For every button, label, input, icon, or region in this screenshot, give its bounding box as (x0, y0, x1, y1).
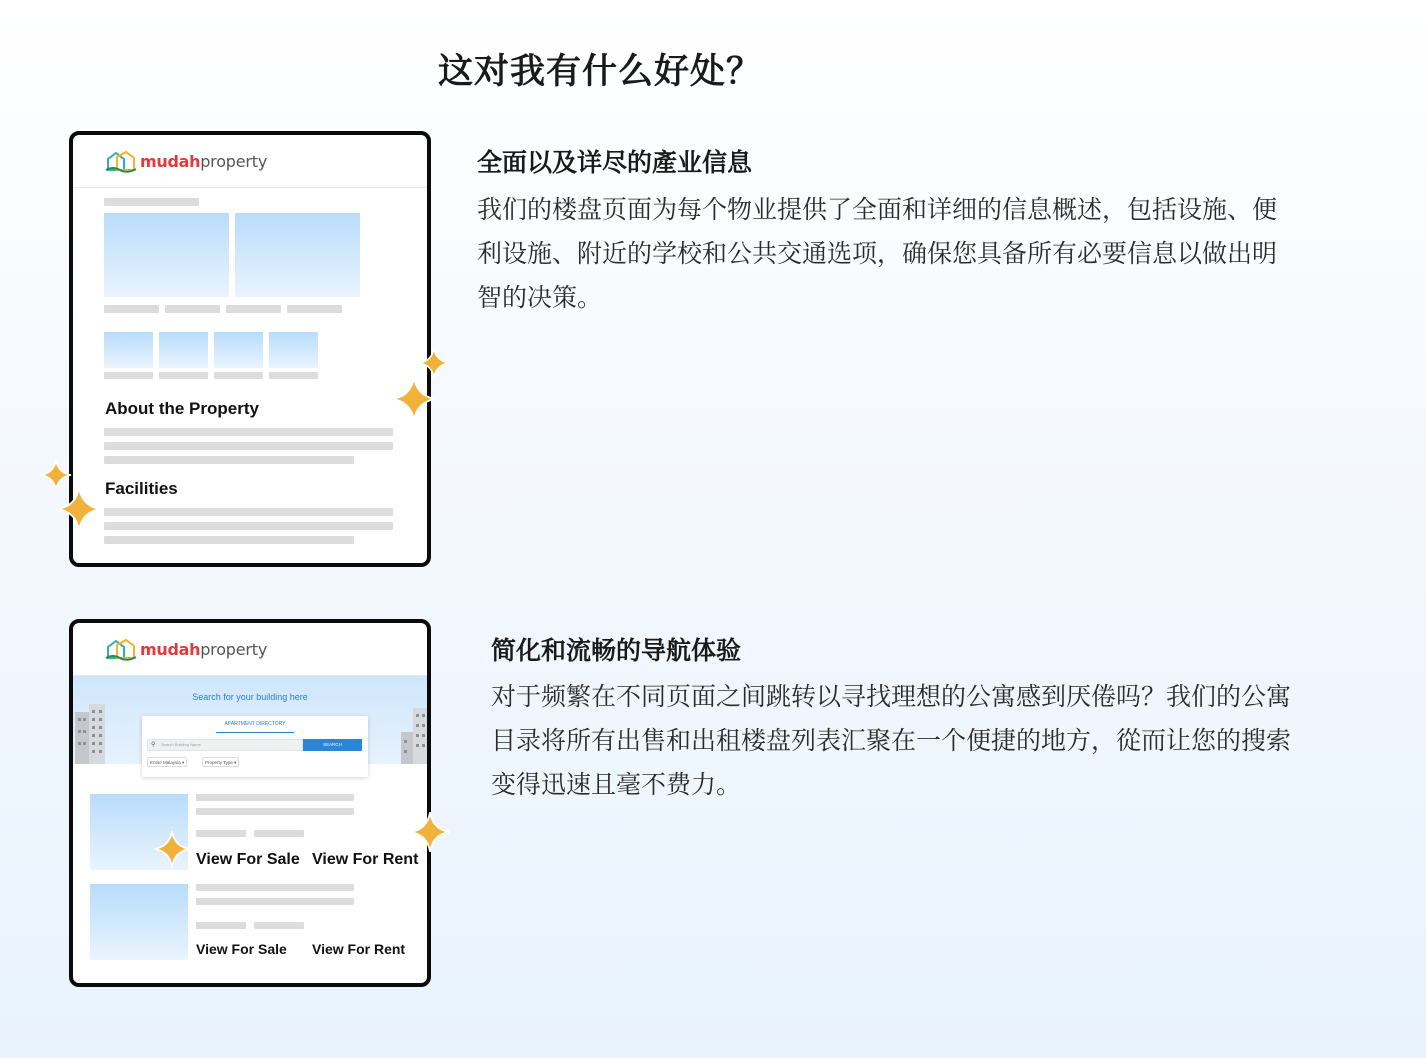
building-search-input[interactable] (147, 739, 303, 751)
view-for-sale-link[interactable]: View For Sale (196, 941, 287, 957)
page-title: 这对我有什么好处？ (438, 52, 763, 92)
search-icon: ⚲ (151, 741, 156, 748)
brand-logo (105, 637, 267, 661)
sparkle-icon (418, 347, 450, 379)
skeleton-line (196, 922, 246, 929)
gallery-image-placeholder (235, 213, 360, 297)
apartment-directory-mockup (69, 619, 431, 987)
logo-suffix-text: property (200, 151, 268, 171)
facilities-heading: Facilities (105, 479, 178, 498)
skeleton-line (214, 372, 263, 379)
skeleton-line (196, 898, 354, 905)
skeleton-line (159, 372, 208, 379)
skeleton-line (104, 372, 153, 379)
listing-image-placeholder (90, 884, 188, 960)
house-logo-icon (105, 637, 137, 661)
search-button[interactable]: SEARCH (303, 739, 362, 751)
directory-tab-label[interactable]: APARTMENT DIRECTORY (224, 721, 286, 727)
location-filter-select[interactable]: Entire Malaysia ▾ (147, 757, 187, 767)
search-banner-caption: Search for your building here (192, 692, 308, 702)
skeleton-line (104, 536, 354, 544)
thumbnail-placeholder (214, 332, 263, 368)
skeleton-line (104, 305, 159, 313)
thumbnail-placeholder (104, 332, 153, 368)
view-for-sale-link[interactable]: View For Sale (196, 851, 300, 868)
feature-body-navigation: 对于频繁在不同页面之间跳转以寻找理想的公寓感到厌倦吗？我们的公寓目录将所有出售和出租楼盘列表汇聚在一个便捷的地方，從而让您的搜索变得迅速且毫不费力。 (491, 682, 1292, 799)
skeleton-line (254, 922, 304, 929)
brand-logo (105, 149, 267, 173)
sparkle-icon (409, 811, 451, 853)
feature-body-info: 我们的楼盘页面为每个物业提供了全面和详细的信息概述，包括设施、便利设施、附近的学校和公共交通选项，确保您具备所有必要信息以做出明智的决策。 (477, 195, 1278, 312)
property-page-mockup (69, 131, 431, 567)
skeleton-line (104, 428, 393, 436)
skeleton-line (104, 198, 199, 206)
logo-suffix-text: property (200, 639, 268, 659)
skeleton-line (104, 442, 393, 450)
skeleton-line (196, 884, 354, 891)
directory-tab-underline (216, 732, 294, 733)
header-divider (73, 187, 427, 188)
building-left-icon (73, 702, 109, 764)
search-input-placeholder: Search Building Name (161, 742, 201, 747)
skeleton-line (287, 305, 342, 313)
skeleton-line (196, 794, 354, 801)
skeleton-line (104, 508, 393, 516)
skeleton-line (254, 830, 304, 837)
feature-title-navigation: 简化和流畅的导航体验 (491, 636, 742, 665)
skeleton-line (165, 305, 220, 313)
about-property-heading: About the Property (105, 399, 259, 418)
house-logo-icon (105, 149, 137, 173)
sparkle-icon (56, 486, 102, 532)
building-right-icon (397, 702, 427, 764)
gallery-image-placeholder (104, 213, 229, 297)
feature-title-info: 全面以及详尽的產业信息 (477, 148, 753, 177)
logo-brand-text: mudah (140, 639, 201, 659)
skeleton-line (269, 372, 318, 379)
thumbnail-placeholder (159, 332, 208, 368)
skeleton-line (104, 522, 393, 530)
sparkle-icon (391, 376, 437, 422)
sparkle-icon (153, 830, 191, 868)
skeleton-line (196, 830, 246, 837)
skeleton-line (196, 808, 354, 815)
view-for-rent-link[interactable]: View For Rent (312, 941, 406, 957)
property-type-filter-select[interactable]: Property Type ▾ (202, 757, 239, 767)
directory-search-box (142, 716, 368, 777)
view-for-rent-link[interactable]: View For Rent (312, 851, 419, 868)
logo-brand-text: mudah (140, 151, 201, 171)
thumbnail-placeholder (269, 332, 318, 368)
skeleton-line (104, 456, 354, 464)
skeleton-line (226, 305, 281, 313)
